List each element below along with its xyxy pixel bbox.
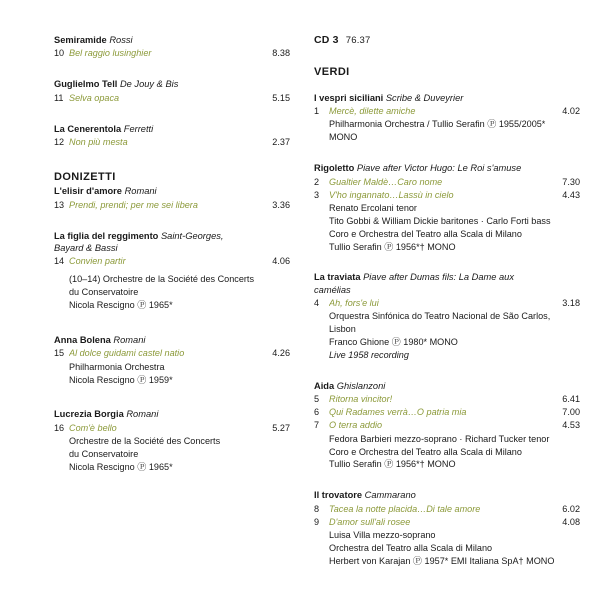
track-duration: 3.36 (272, 199, 290, 210)
track-row[interactable] (54, 92, 290, 105)
track-title: Al dolce guidami castel natio (69, 348, 185, 359)
work-librettist: Romani (124, 186, 157, 197)
work-block (54, 408, 290, 473)
track-row[interactable] (314, 419, 580, 432)
work-title (54, 334, 290, 346)
performer-note: Nicola Rescigno Ⓟ 1959* (69, 374, 173, 385)
track-title: Qui Radames verrà…O patria mia (329, 407, 467, 418)
track-duration: 4.26 (272, 348, 290, 359)
track-title: Convien partir (69, 256, 126, 267)
track-duration: 6.41 (562, 394, 580, 405)
performer-note: Coro e Orchestra del Teatro alla Scala di Milano (329, 446, 522, 457)
track-number: 13 (54, 199, 65, 210)
disc-label: CD 3 (314, 34, 339, 46)
right-column (300, 34, 584, 590)
track-title: V'ho ingannato…Lassù in cielo (329, 189, 454, 200)
track-number: 1 (314, 106, 320, 117)
left-column (16, 34, 300, 590)
track-title: Selva opaca (69, 92, 120, 103)
track-row[interactable] (314, 516, 580, 529)
work-librettist: Piave after Victor Hugo: Le Roi s'amuse (356, 163, 522, 174)
track-row[interactable] (314, 105, 580, 118)
work-title-text: Anna Bolena (54, 335, 111, 346)
work-title-text: La Cenerentola (54, 123, 122, 134)
track-duration: 5.27 (272, 422, 290, 433)
track-duration: 6.02 (562, 503, 580, 514)
track-duration: 4.02 (562, 106, 580, 117)
performer-note: (10–14) Orchestre de la Société des Concerts (69, 274, 255, 285)
work-title (314, 380, 580, 392)
track-title: Tacea la notte placida…Di tale amore (329, 503, 481, 514)
performer-note: Tullio Serafin Ⓟ 1956*† MONO (329, 241, 456, 252)
track-title: Ritorna vincitor! (329, 394, 393, 405)
work-librettist-line2: Bayard & Bassi (54, 243, 118, 254)
work-title-text: Rigoletto (314, 163, 355, 174)
work-title (54, 230, 290, 255)
track-number: 11 (54, 92, 64, 103)
performer-note: Philharmonia Orchestra / Tullio Serafin Ⓟ 1955/2005* (329, 119, 546, 130)
performer-note: Herbert von Karajan Ⓟ 1957* EMI Italiana SpA† MONO (329, 555, 555, 566)
work-title (314, 489, 580, 501)
track-row[interactable] (314, 503, 580, 516)
work-block (314, 489, 580, 567)
performer-note: Orquestra Sinfónica do Teatro Nacional de São Carlos, (329, 311, 551, 322)
track-number: 5 (314, 394, 320, 405)
work-block (54, 34, 290, 60)
track-number: 14 (54, 256, 65, 267)
work-librettist: Romani (126, 409, 159, 420)
work-title-text: Guglielmo Tell (54, 79, 118, 90)
disc-header (314, 34, 580, 46)
track-duration: 4.06 (272, 256, 290, 267)
work-librettist: Ghislanzoni (336, 380, 386, 391)
track-number: 12 (54, 137, 65, 148)
work-block (54, 230, 290, 312)
work-librettist: Scribe & Duveyrier (385, 93, 464, 103)
track-duration: 3.18 (562, 298, 580, 309)
track-title: Com'è bello (69, 422, 117, 433)
track-title: O terra addio (329, 420, 383, 431)
performer-note: Franco Ghione Ⓟ 1980* MONO (329, 337, 458, 347)
track-number: 9 (314, 516, 320, 527)
work-block (314, 380, 580, 472)
track-row[interactable] (54, 422, 290, 435)
track-row[interactable] (314, 297, 580, 310)
track-row[interactable] (54, 255, 290, 268)
performer-note: Fedora Barbieri mezzo-soprano · Richard Tucker tenor (329, 433, 550, 444)
track-duration: 8.38 (272, 48, 290, 59)
performer-note: du Conservatoire (69, 287, 139, 298)
performer-note: du Conservatoire (69, 448, 139, 459)
track-duration: 2.37 (272, 137, 290, 148)
work-block (54, 78, 290, 104)
track-title: D'amor sull'ali rosee (329, 516, 411, 527)
track-duration: 4.08 (562, 516, 580, 527)
recording-note: Live 1958 recording (329, 349, 409, 360)
performer-note: Orchestra del Teatro alla Scala di Milano (329, 542, 493, 553)
track-row[interactable] (314, 189, 580, 202)
work-block (54, 334, 290, 386)
work-librettist: De Jouy & Bis (119, 79, 179, 90)
work-block (54, 123, 290, 149)
work-block (314, 92, 580, 144)
track-row[interactable] (314, 393, 580, 406)
track-number: 3 (314, 189, 320, 200)
work-title-text: Il trovatore (314, 490, 363, 501)
work-title (314, 162, 580, 174)
track-duration: 7.30 (562, 176, 580, 187)
track-title: Gualtier Maldè…Caro nome (329, 176, 443, 187)
track-row[interactable] (54, 47, 290, 60)
track-title: Prendi, prendi; per me sei libera (69, 199, 198, 210)
track-row[interactable] (54, 347, 290, 360)
performer-note: Philharmonia Orchestra (69, 361, 165, 372)
work-librettist: Romani (113, 335, 146, 346)
disc-duration: 76.37 (345, 35, 371, 46)
track-number: 8 (314, 503, 320, 514)
track-number: 10 (54, 48, 65, 59)
work-title-text: I vespri siciliani (314, 93, 384, 103)
track-duration: 5.15 (272, 92, 290, 103)
composer-heading: VERDI (314, 66, 350, 78)
performer-note: MONO (329, 132, 358, 143)
track-row[interactable] (54, 136, 290, 149)
work-title (54, 34, 290, 46)
work-title-text: Lucrezia Borgia (54, 409, 124, 420)
work-block (314, 162, 580, 253)
work-title-text: Semiramide (54, 35, 107, 45)
track-duration: 4.53 (562, 420, 580, 431)
track-row[interactable] (54, 199, 290, 212)
work-title (54, 78, 290, 90)
work-librettist: Cammarano (364, 490, 416, 501)
work-title (54, 185, 290, 197)
performer-note: Nicola Rescigno Ⓟ 1965* (69, 300, 173, 311)
track-duration: 7.00 (562, 407, 580, 418)
track-title: Bel raggio lusinghier (69, 48, 152, 59)
work-title (54, 408, 290, 420)
work-librettist: Rossi (109, 35, 133, 45)
track-number: 2 (314, 176, 320, 187)
performer-note: Orchestre de la Société des Concerts (69, 435, 221, 446)
work-librettist: Ferretti (123, 123, 154, 134)
work-title (314, 92, 580, 104)
performer-note: Lisbon (329, 324, 356, 335)
work-block (54, 171, 290, 211)
performer-note: Luisa Villa mezzo-soprano (329, 529, 436, 540)
performer-note: Tito Gobbi & William Dickie baritones · Carlo Forti bass (329, 215, 551, 226)
work-title-text: Aida (314, 380, 335, 391)
work-librettist-line2: camélias (314, 284, 351, 295)
work-title-text: L'elisir d'amore (54, 186, 122, 197)
track-title: Ah, fors'e lui (329, 298, 379, 309)
performer-note: Coro e Orchestra del Teatro alla Scala di Milano (329, 228, 522, 239)
work-block (314, 271, 580, 361)
work-title (314, 271, 580, 296)
track-number: 7 (314, 420, 320, 431)
performer-note: Nicola Rescigno Ⓟ 1965* (69, 461, 173, 472)
track-number: 6 (314, 407, 320, 418)
track-row[interactable] (314, 406, 580, 419)
track-title: Non più mesta (69, 137, 128, 148)
track-title: Mercè, dilette amiche (329, 106, 416, 117)
work-title (54, 123, 290, 135)
track-duration: 4.43 (562, 189, 580, 200)
performer-note: Tullio Serafin Ⓟ 1956*† MONO (329, 459, 456, 470)
work-librettist: Piave after Dumas fils: La Dame aux (363, 272, 514, 283)
track-number: 16 (54, 422, 65, 433)
work-title-text: La traviata (314, 272, 361, 283)
work-title-text: La figlia del reggimento (54, 230, 159, 241)
performer-note: Renato Ercolani tenor (329, 202, 417, 213)
work-librettist: Saint-Georges, (160, 230, 224, 241)
track-number: 4 (314, 298, 320, 309)
track-row[interactable] (314, 176, 580, 189)
track-number: 15 (54, 348, 65, 359)
two-column-layout (16, 34, 584, 590)
composer-heading: DONIZETTI (54, 171, 116, 184)
